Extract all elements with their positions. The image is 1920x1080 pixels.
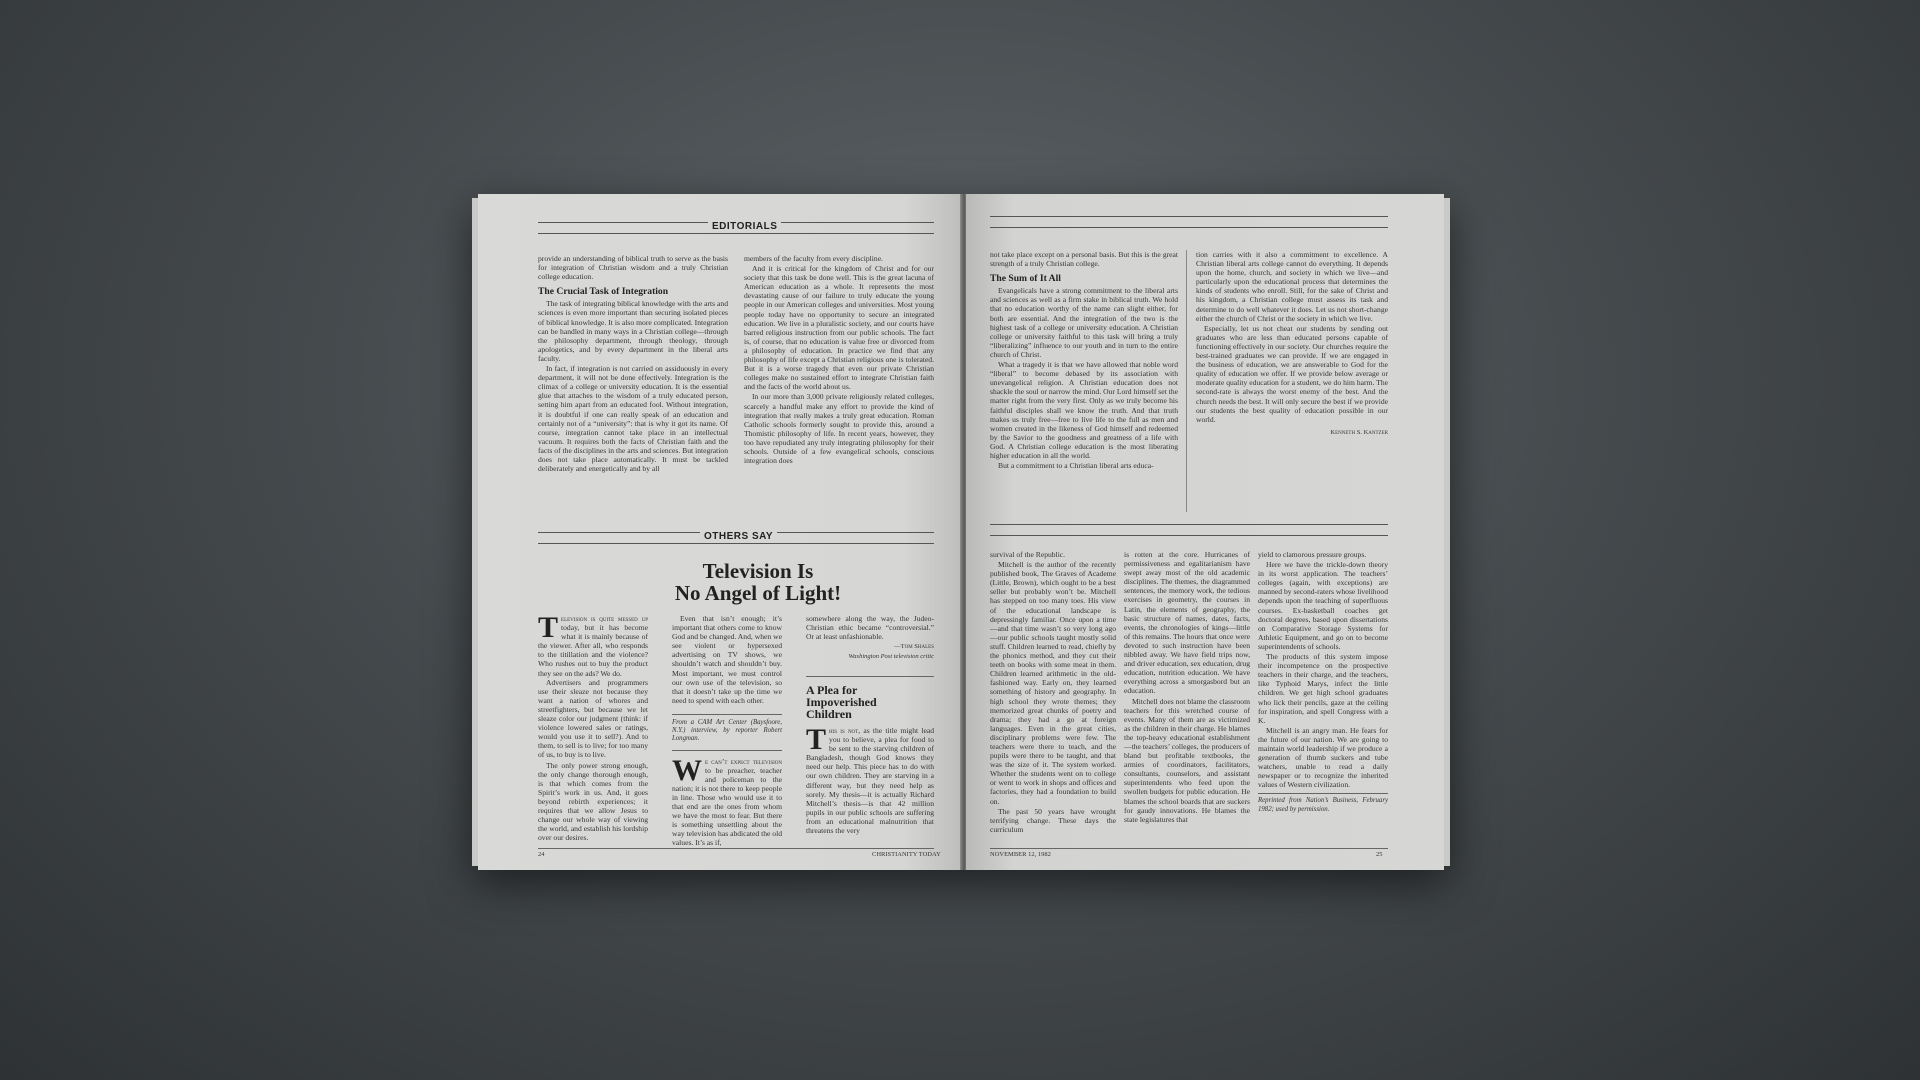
paragraph: Mitchell does not blame the classroom teachers for this wretched course of events. Many of them are as victimized as the children in their charge. He blames the top-heavy educational establishment—the teachers’ colleges, the producers of bland but profitable textbooks, the armies of coordinators, facilitators, consultants, counselors, and assistant superintendents who feed upon the swollen budgets for public education. He blames the school boards that are suckers for gaudy innovations. He blames the state legislatures that xyxy=(1124,696,1250,824)
editorial-column-3 xyxy=(990,250,1178,514)
paragraph: Even that isn’t enough; it’s important that others come to know God and be changed. And, when we see violent or hypersexed advertising on TV shows, we shouldn’t watch and shouldn’t buy. Most important, we must control our own use of the television, so that it doesn’t take up the time we need to spend with each other. xyxy=(672,614,782,705)
article-column-3 xyxy=(806,614,934,682)
paragraph: Here we have the trickle-down theory in its worst application. The teachers’ colleges (again, with exceptions) are manned by second-raters whose livelihood depends upon the teaching of superfluous courses. Ex-basketball coaches get doctoral degrees, based upon dissertations on Comparative Storage Systems for Athletic Equipment, and go on to become superintendents of schools. xyxy=(1258,560,1388,651)
paragraph: And it is critical for the kingdom of Christ and for our society that this task be done well. This is the great lacuna of American education as a whole. It represents the most devastating cause of our failure to truly educate the young people in our American colleges and universities. Most young people today have no opportunity to secure an integrated education. We live in a pluralistic society, and our courts have barred religious instruction from our public schools. The fact is, of course, that no education is value free or divorced from a philosophy of education. In practice we find that any philosophy of life except a Christian religious one is tolerated. But it is a worse tragedy that even our private Christian colleges make no sustained effort to integrate Christian faith and the facts of the world about us. xyxy=(744,264,934,392)
article-column-1 xyxy=(538,611,648,843)
lead-in: his is not, xyxy=(829,726,861,735)
author-signature: Kenneth S. Kantzer xyxy=(1330,428,1388,436)
paragraph: provide an understanding of biblical truth to serve as the basis for integration of Christian wisdom and a truly Christian college education. xyxy=(538,254,728,282)
article-column-2 xyxy=(672,614,782,848)
paragraph: In fact, if integration is not carried on assiduously in every department, it will not be done effectively. Integration is the climax of a college or university education. It is the essential glue that attaches to the wisdom of a truly educated person, setting him apart from an educated fool. Without integration, it is doubtful if one can really speak of an education and certainly not of a “university”: that is why it got its name. Of course, integration cannot take place in an intellectual vacuum. It requires both the facts of Christian faith and the facts of the disciplines in the arts and sciences. But integration does not take place automatically. It must be tackled deliberately and energetically and by all xyxy=(538,364,728,474)
article-column-5 xyxy=(1124,550,1250,840)
paragraph: to be preacher, teacher and policeman to the nation; it is not there to keep people in line. Those who would use it to that end are the ones from whom we have the most to fear. But there is something unsettling about the way television has abdicated the old values. It’s as if, xyxy=(672,765,782,848)
paragraph: The products of this system impose their incompetence on the prospective teachers in their charge, and the teachers, like Typhoid Marys, infect the little children. We get high school graduates who lick their pencils, gaze at the ceiling for inspiration, and spell Congress with a K. xyxy=(1258,652,1388,725)
paragraph: Mitchell is an angry man. He fears for the future of our nation. We are going to maintain world leadership if we produce a generation of thumb suckers and tube watchers, unable to read a daily newspaper or to recognize the inherited values of Western civilization. xyxy=(1258,725,1388,790)
paragraph: Evangelicals have a strong commitment to the liberal arts and sciences as well as a firm stake in biblical truth. We hold that no education worthy of the name can slight either, for both are essential. And the integration of the two is the highest task of a college or university education. A Christian college or university faithful to this task will bring a truly “liberalizing” influence to our youth and in turn to the entire church of Christ. xyxy=(990,286,1178,359)
author-signature: —Tom Shales xyxy=(894,643,934,651)
others-say-label: OTHERS SAY xyxy=(700,531,777,542)
article-column-6 xyxy=(1258,550,1388,840)
issue-date: NOVEMBER 12, 1982 xyxy=(990,851,1051,858)
title-line-2: No Angel of Light! xyxy=(674,581,842,605)
left-page xyxy=(478,194,962,870)
paragraph: members of the faculty from every discipline. xyxy=(744,254,883,263)
paragraph: survival of the Republic. xyxy=(990,550,1066,559)
paragraph: as the title might lead you to believe, a plea for food to be sent to the starving children of Bangladesh, though God knows they need our help. This piece has to do with our own children. They are starving in a different way, but they need help as sorely. My thesis—it is actually Richard Mitchell’s thesis—is that 42 million pupils in our public schools are suffering from an educational malnutrition that threatens the very xyxy=(806,726,934,836)
editorials-label: EDITORIALS xyxy=(708,221,781,232)
credit-line: Reprinted from Nation’s Business, February 1982; used by permission. xyxy=(1258,797,1388,813)
divider xyxy=(1258,793,1388,794)
plea-column xyxy=(806,723,934,840)
paragraph: today, but it has become what it is mainly because of the viewer. After all, who responds to the titillation and the violence? Who rushes out to buy the product they see on the ads? We do. xyxy=(538,623,648,678)
paragraph: yield to clamorous pressure groups. xyxy=(1258,550,1367,559)
plea-title xyxy=(806,684,934,720)
article-title xyxy=(628,560,888,604)
author-title: Washington Post television critic xyxy=(848,653,934,661)
paragraph: The task of integrating biblical knowledge with the arts and sciences is even more important than securing isolated pieces of biblical knowledge. It is also more complicated. Integration can be handled in many ways in a Christian college—through the philosophy department, through theology, through apologetics, and by every department in the liberal arts faculty. xyxy=(538,299,728,363)
editorial-column-1 xyxy=(538,254,728,516)
subheading: The Sum of It All xyxy=(990,273,1061,285)
drop-cap: T xyxy=(538,611,559,644)
right-page xyxy=(966,194,1444,870)
paragraph: tion carries with it also a commitment to excellence. A Christian liberal arts college cannot do everything. It depends upon the home, church, and society in which we live—and particularly upon the educational process that determines the kinds of students who enroll. Still, for the sake of Christ and his kingdom, a Christian college must assess its task and determine to do well whatever it does. Let us not short-change either the church of Christ or the society in which we live. xyxy=(1196,250,1388,323)
drop-cap: T xyxy=(806,723,827,756)
paragraph: What a tragedy it is that we have allowed that noble word “liberal” to become debased by its association with unevangelical religion. A Christian education does not shackle the soul or narrow the mind. Our Lord himself set the matter right from the very first. Only as we truly become his faithful disciples shall we know the truth. And that truth makes us truly free—free to live life to the full as men and women created in the likeness of God himself and redeemed by the Savior to the goodness and greatness of a life with God. A Christian college education is the most liberating higher education in all the world. xyxy=(990,360,1178,460)
paragraph: somewhere along the way, the Judeo-Christian ethic became “controversial.” Or at least unfashionable. xyxy=(806,614,934,642)
lead-in: elevision is quite messed up xyxy=(561,614,648,623)
footer-rule xyxy=(538,848,934,849)
divider xyxy=(672,714,782,715)
plea-title-line-1: A Plea for xyxy=(806,683,858,697)
page-number: 24 xyxy=(538,851,545,858)
paragraph: But a commitment to a Christian liberal arts educa- xyxy=(998,461,1154,471)
drop-cap: W xyxy=(672,753,702,787)
paragraph: Advertisers and programmers use their sleaze not because they want a nation of whores and streetfighters, but because we let sleaze color our judgment (think: if violence lowered sales or ratings, would you use it to sell?). And to them, to sell is to live; for too many of us, to buy is to live. xyxy=(538,677,648,760)
divider xyxy=(672,750,782,751)
paragraph: not take place except on a personal basis. But this is the great strength of a truly Christian college. xyxy=(990,250,1178,269)
article-column-4 xyxy=(990,550,1116,840)
credit-line: From a CAM Art Center (Baysfoore, N.Y.) interview, by reporter Robert Longman. xyxy=(672,718,782,743)
divider xyxy=(806,676,934,677)
editorial-column-2 xyxy=(744,254,934,516)
magazine-name: CHRISTIANITY TODAY xyxy=(872,851,941,858)
lead-in: e can’t expect television xyxy=(705,756,782,766)
paragraph: Especially, let us not cheat our students by sending out graduates who are less than educated persons capable of functioning effectively in our society. Our churches require the best-trained graduates we can provide. If we are engaged in the business of education, we are answerable to God for the quality of education we offer. If we provide below average or moderate quality education for a student, we do him harm. The second-rate is always the worst enemy of the best. And the church needs the best. It will only secure the best if we provide our students the best quality of education possible in our world. xyxy=(1196,323,1388,424)
paragraph: The only power strong enough, the only change thorough enough, is that which comes from the Spirit’s work in us. And, it goes beyond rebirth experiences; it requires that we allow Jesus to change our whole way of viewing the world, and establish his lordship over our desires. xyxy=(538,760,648,843)
editorial-column-4 xyxy=(1196,250,1388,514)
magazine-spread xyxy=(478,194,1444,870)
column-rule xyxy=(1186,250,1187,512)
paragraph: is rotten at the core. Hurricanes of permissiveness and egalitarianism have swept away most of the old academic disciplines. The themes, the diagrammed sentences, the memory work, the tedious exercises in geometry, the courses in Latin, the elements of geography, the basic structure of names, dates, facts, events, the chronologies of kings—little of this remains. The hours that once were devoted to such instruction have been nibbled away. We have field trips now, and driver education, sex education, drug education, nutrition education. We have everything across a smorgasbord but an education. xyxy=(1124,550,1250,696)
plea-title-line-2: Impoverished xyxy=(806,695,877,709)
paragraph: In our more than 3,000 private religiously related colleges, scarcely a handful make any effort to provide the kind of integration that really makes a truly great education. Roman Catholic schools formerly sought to provide this, around a Thomistic philosophy of life. In recent years, however, they too have repudiated any truly integrating philosophy for their schools. Outside of a few evangelical schools, conscious integration does xyxy=(744,392,934,466)
plea-title-line-3: Children xyxy=(806,707,852,721)
subheading: The Crucial Task of Integration xyxy=(538,286,669,298)
page-number: 25 xyxy=(1376,851,1383,858)
title-line-1: Television Is xyxy=(702,559,814,583)
paragraph: Mitchell is the author of the recently published book, The Graves of Academe (Little, Brown), which ought to be a best seller but probably won’t be. Mitchell has stepped on too many toes. His view of the educational landscape is depressingly familiar. Once upon a time—and that time wasn’t so very long ago—our public schools taught mostly solid stuff. Children learned to read, chiefly by the phonics method, and they cut their teeth on books with some meat in them. Children learned arithmetic in the old-fashioned way. Early on, they learned something of history and geography. In high school they wrote themes; they memorized great chunks of poetry and drama; they had a go at foreign languages. Even in the great cities, disciplinary problems were few. The teachers were there to teach, and the pupils were there to be taught, and that was the size of it. The system worked. Whether the students went on to college or went to work in shops and offices and factories, they had a foundation to build on. xyxy=(990,560,1116,806)
footer-rule xyxy=(990,848,1388,849)
others-say-rule xyxy=(990,524,1388,536)
editorials-rule xyxy=(990,216,1388,228)
paragraph: The past 50 years have wrought terrifying change. These days the curriculum xyxy=(990,806,1116,834)
